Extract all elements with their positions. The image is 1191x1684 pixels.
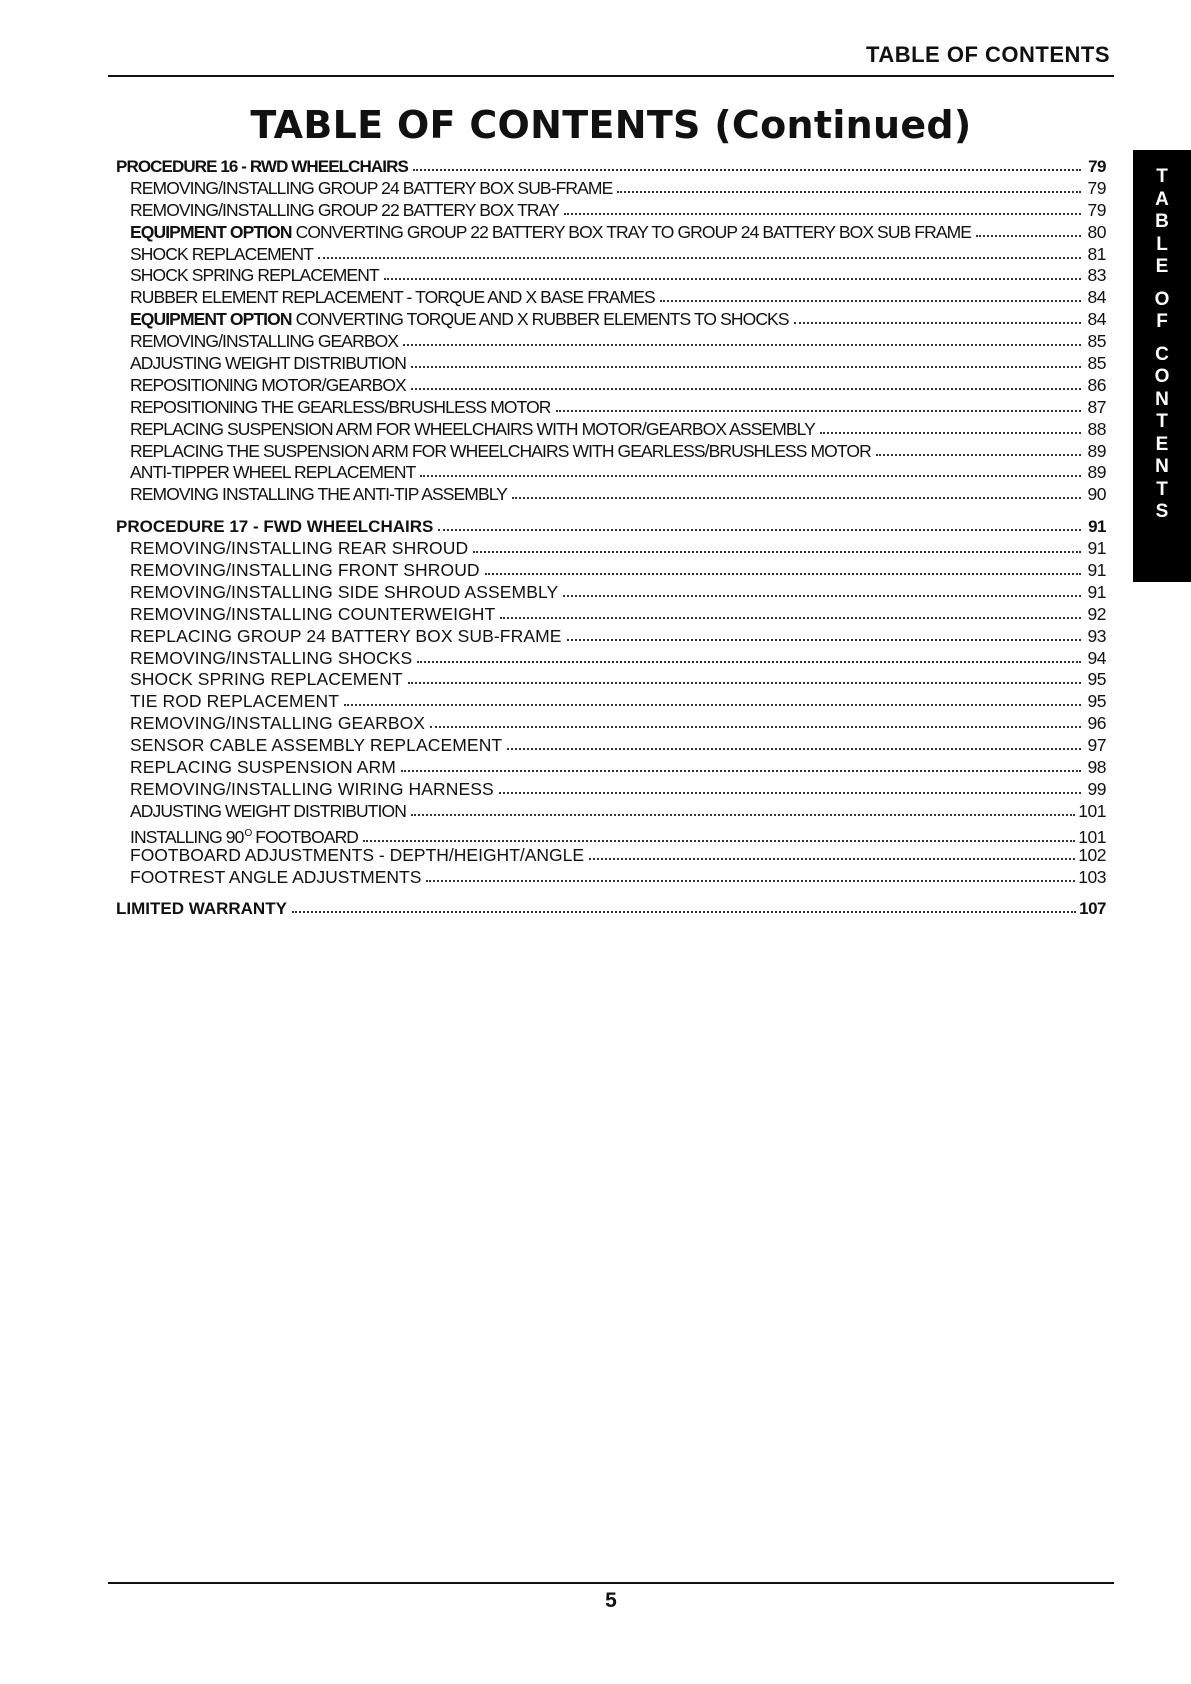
leader-dots (794, 310, 1081, 324)
toc-entry-page: 84 (1087, 309, 1106, 330)
toc-entry-title: PROCEDURE 16 - RWD WHEELCHAIRS (116, 157, 408, 176)
toc-entry-page: 85 (1087, 353, 1106, 374)
toc-entry-title: SHOCK SPRING REPLACEMENT (130, 265, 379, 286)
side-tab-letter: L (1156, 233, 1168, 255)
toc-entry-page: 91 (1087, 538, 1106, 559)
toc-entry[interactable] (116, 801, 1106, 823)
toc-entry-page: 95 (1087, 691, 1106, 712)
leader-dots (401, 758, 1081, 772)
toc-entry-title: PROCEDURE 17 - FWD WHEELCHAIRS (116, 517, 434, 537)
toc-entry[interactable] (116, 484, 1106, 506)
leader-dots (403, 332, 1081, 346)
leader-dots (589, 846, 1075, 860)
toc-entry-page: 101 (1078, 826, 1106, 847)
toc-entry-title: REPLACING GROUP 24 BATTERY BOX SUB-FRAME (130, 625, 562, 646)
side-tab-letter: F (1156, 311, 1168, 332)
leader-dots (438, 517, 1081, 531)
toc-entry[interactable] (116, 669, 1106, 691)
toc-entry[interactable] (116, 648, 1106, 670)
side-tab-letter: E (1155, 256, 1169, 277)
toc-entry[interactable] (116, 604, 1106, 626)
toc-entry[interactable] (116, 538, 1106, 560)
leader-dots (426, 868, 1075, 882)
toc-entry[interactable] (116, 265, 1106, 287)
toc-entry-page: 103 (1078, 866, 1106, 887)
toc-entry-title: FOOTBOARD ADJUSTMENTS - DEPTH/HEIGHT/ANGLE (130, 844, 585, 865)
side-tab (1133, 150, 1191, 582)
toc-entry[interactable] (116, 691, 1106, 713)
toc-entry[interactable] (116, 244, 1106, 266)
leader-dots (344, 692, 1081, 706)
toc-entry-page: 81 (1087, 243, 1106, 264)
toc-entry-page: 97 (1087, 735, 1106, 756)
table-of-contents (116, 156, 1106, 920)
toc-entry-page: 85 (1087, 331, 1106, 352)
toc-entry-page: 87 (1087, 396, 1106, 417)
toc-entry-page: 86 (1087, 374, 1106, 395)
toc-entry-title: REMOVING/INSTALLING GROUP 24 BATTERY BOX SUB-FRAME (130, 177, 613, 198)
toc-entry-page: 80 (1087, 221, 1106, 242)
toc-entry-page: 102 (1078, 844, 1106, 865)
toc-entry-title: REMOVING/INSTALLING GEARBOX (130, 713, 426, 734)
toc-procedure-17[interactable] (116, 516, 1106, 538)
toc-entry-title: RUBBER ELEMENT REPLACEMENT - TORQUE AND X BASE FRAMES (130, 287, 655, 308)
leader-dots (411, 376, 1081, 390)
toc-entry-title: REMOVING/INSTALLING COUNTERWEIGHT (130, 603, 496, 624)
leader-dots (485, 561, 1081, 575)
side-tab-letter: O (1154, 288, 1170, 310)
toc-entry-page: 93 (1087, 625, 1106, 646)
leader-dots (564, 201, 1081, 215)
toc-limited-warranty[interactable] (116, 898, 1106, 920)
toc-entry-title: REPLACING SUSPENSION ARM (130, 757, 396, 778)
toc-entry[interactable] (116, 222, 1106, 244)
toc-entry-title: REMOVING/INSTALLING GROUP 22 BATTERY BOX TRAY (130, 199, 559, 220)
leader-dots (976, 223, 1081, 237)
toc-entry[interactable] (116, 757, 1106, 779)
toc-entry[interactable] (116, 419, 1106, 441)
page-title: TABLE OF CONTENTS (Continued) (250, 103, 972, 147)
toc-entry-title: REMOVING/INSTALLING GEARBOX (130, 331, 399, 352)
side-tab-letter: N (1155, 456, 1169, 477)
leader-dots (499, 780, 1081, 794)
toc-entry-title: REPLACING SUSPENSION ARM FOR WHEELCHAIRS WITH MOTOR/GEARBOX ASSEMBLY (130, 418, 815, 439)
toc-entry[interactable] (116, 178, 1106, 200)
toc-entry-page: 89 (1087, 462, 1106, 483)
side-tab-letter: E (1155, 433, 1169, 455)
toc-entry-title: LIMITED WARRANTY (116, 899, 287, 919)
toc-entry-title: REPOSITIONING THE GEARLESS/BRUSHLESS MOTOR (130, 396, 551, 417)
leader-dots (500, 605, 1081, 619)
footer-rule (108, 1582, 1114, 1584)
toc-procedure-16[interactable] (116, 156, 1106, 178)
toc-entry[interactable] (116, 331, 1106, 353)
side-tab-letter: T (1156, 411, 1168, 432)
toc-entry[interactable] (116, 560, 1106, 582)
side-tab-letter: O (1154, 366, 1170, 387)
side-tab-letter: B (1155, 211, 1169, 232)
page-number: 5 (605, 1589, 617, 1612)
leader-dots (567, 627, 1081, 641)
toc-entry-title: REPOSITIONING MOTOR/GEARBOX (130, 374, 406, 395)
toc-entry-page: 79 (1087, 177, 1106, 198)
leader-dots (384, 266, 1081, 280)
leader-dots (430, 714, 1081, 728)
toc-entry-page: 83 (1087, 265, 1106, 286)
toc-entry[interactable] (116, 582, 1106, 604)
toc-entry-title: FOOTREST ANGLE ADJUSTMENTS (130, 866, 422, 887)
toc-entry-page: 88 (1087, 418, 1106, 439)
leader-dots (417, 649, 1081, 663)
toc-entry-page: 96 (1087, 713, 1106, 734)
toc-entry-page: 99 (1087, 778, 1106, 799)
degree-superscript: O (244, 827, 252, 839)
leader-dots (411, 802, 1075, 816)
toc-entry[interactable] (116, 867, 1106, 889)
toc-entry-page: 90 (1087, 484, 1106, 505)
equipment-option-label: EQUIPMENT OPTION (130, 309, 292, 330)
toc-entry[interactable] (116, 626, 1106, 648)
toc-entry[interactable] (116, 200, 1106, 222)
leader-dots (563, 583, 1081, 597)
toc-entry[interactable] (116, 309, 1106, 331)
toc-entry-page: 91 (1088, 517, 1106, 537)
leader-dots (820, 420, 1081, 434)
toc-entry-title: REMOVING/INSTALLING SIDE SHROUD ASSEMBLY (130, 581, 559, 602)
running-head: TABLE OF CONTENTS (866, 42, 1110, 67)
toc-entry[interactable] (116, 353, 1106, 375)
toc-entry-title: REMOVING/INSTALLING SHOCKS (130, 647, 413, 668)
side-tab-letter: N (1155, 388, 1169, 410)
toc-entry-title: REMOVING/INSTALLING WIRING HARNESS (130, 778, 494, 799)
header-rule (108, 75, 1114, 77)
toc-entry-page: 79 (1087, 199, 1106, 220)
toc-entry-title: REPLACING THE SUSPENSION ARM FOR WHEELCHAIRS WITH GEARLESS/BRUSHLESS MOTOR (130, 440, 871, 461)
toc-entry[interactable] (116, 735, 1106, 757)
equipment-option-label: EQUIPMENT OPTION (130, 221, 292, 242)
leader-dots (413, 157, 1081, 171)
toc-entry-page: 94 (1087, 647, 1106, 668)
toc-entry[interactable] (116, 845, 1106, 867)
toc-entry-page: 84 (1087, 287, 1106, 308)
toc-entry-page: 107 (1079, 899, 1106, 919)
toc-entry-title-text: INSTALLING 90 (130, 826, 244, 847)
side-tab-letter: C (1155, 343, 1169, 365)
toc-entry-title: REMOVING/INSTALLING REAR SHROUD (130, 538, 469, 559)
leader-dots (556, 398, 1081, 412)
leader-dots (507, 736, 1081, 750)
leader-dots (408, 670, 1081, 684)
leader-dots (617, 179, 1081, 193)
leader-dots (363, 828, 1075, 842)
toc-entry-title: ANTI-TIPPER WHEEL REPLACEMENT (130, 462, 416, 483)
toc-entry-title: TIE ROD REPLACEMENT (130, 691, 340, 712)
toc-entry-title: CONVERTING TORQUE AND X RUBBER ELEMENTS TO SHOCKS (295, 309, 789, 330)
toc-entry-page: 79 (1088, 157, 1106, 176)
side-tab-letter: S (1155, 501, 1169, 522)
toc-entry[interactable] (116, 441, 1106, 463)
toc-entry-page: 92 (1087, 603, 1106, 624)
toc-entry-page: 89 (1087, 440, 1106, 461)
toc-entry-title: REMOVING INSTALLING THE ANTI-TIP ASSEMBLY (130, 484, 508, 505)
toc-entry[interactable] (116, 823, 1106, 845)
side-tab-letter: T (1156, 166, 1168, 187)
toc-entry-title: SHOCK SPRING REPLACEMENT (130, 669, 403, 690)
toc-entry-page: 91 (1087, 581, 1106, 602)
toc-entry-title: REMOVING/INSTALLING FRONT SHROUD (130, 560, 480, 581)
toc-entry-title: SENSOR CABLE ASSEMBLY REPLACEMENT (130, 735, 503, 756)
toc-entry-title-suffix: FOOTBOARD (251, 826, 359, 847)
leader-dots (318, 245, 1081, 259)
leader-dots (660, 288, 1081, 302)
leader-dots (411, 354, 1081, 368)
leader-dots (420, 463, 1081, 477)
toc-entry-page: 95 (1087, 669, 1106, 690)
toc-entry-page: 101 (1078, 800, 1106, 821)
side-tab-letter: T (1156, 478, 1168, 500)
toc-entry-title: ADJUSTING WEIGHT DISTRIBUTION (130, 800, 406, 821)
leader-dots (292, 899, 1076, 913)
leader-dots (876, 442, 1081, 456)
toc-entry-title: ADJUSTING WEIGHT DISTRIBUTION (130, 353, 406, 374)
leader-dots (512, 485, 1081, 499)
leader-dots (473, 539, 1081, 553)
toc-entry[interactable] (116, 397, 1106, 419)
side-tab-letter: A (1155, 188, 1169, 210)
toc-entry[interactable] (116, 375, 1106, 397)
toc-entry-title: SHOCK REPLACEMENT (130, 243, 314, 264)
toc-entry-title: CONVERTING GROUP 22 BATTERY BOX TRAY TO GROUP 24 BATTERY BOX SUB FRAME (295, 221, 972, 242)
toc-entry[interactable] (116, 713, 1106, 735)
toc-entry[interactable] (116, 462, 1106, 484)
toc-entry-page: 98 (1087, 757, 1106, 778)
toc-entry-page: 91 (1087, 560, 1106, 581)
toc-entry[interactable] (116, 779, 1106, 801)
toc-entry[interactable] (116, 287, 1106, 309)
